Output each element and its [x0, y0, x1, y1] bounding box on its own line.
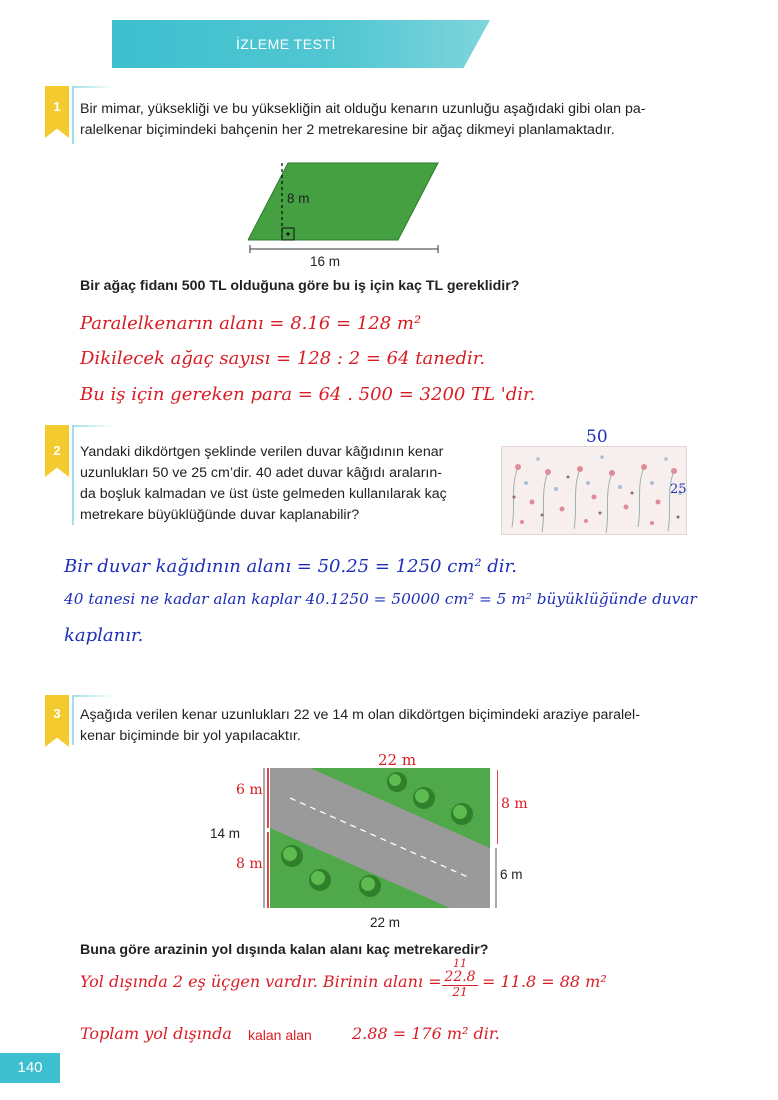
question-2-line-3: da boşluk kalmadan ve üst üste gelmeden kullanılarak kaç	[80, 486, 447, 502]
answer-3-line-2-typed: kalan alan	[248, 1027, 312, 1043]
field-height-label: 14 m	[210, 826, 241, 841]
answer-3-line-2-start: Toplam yol dışında	[80, 1024, 232, 1043]
page-title: İZLEME TESTİ	[236, 36, 336, 52]
road-offset-label: 6 m	[500, 867, 523, 882]
question-1-prompt: Bir ağaç fidanı 500 TL olduğuna göre bu iş için kaç TL gereklidir?	[80, 278, 520, 294]
question-2-number: 2	[53, 443, 61, 458]
answer-3-line-1-start: Yol dışında 2 eş üçgen vardır. Birinin alanı =	[80, 972, 442, 991]
note-left-bottom: 8 m	[236, 856, 263, 872]
question-1-text	[80, 99, 645, 141]
answer-3-line-1	[80, 972, 441, 991]
note-left-top: 6 m	[236, 782, 263, 798]
wallpaper-image	[501, 446, 687, 535]
question-1-number: 1	[53, 99, 61, 114]
question-3-line-2: kenar biçiminde bir yol yapılacaktır.	[80, 728, 301, 744]
answer-1-line-1: Paralelkenarın alanı = 8.16 = 128 m²	[80, 313, 422, 334]
question-3-sideline	[72, 695, 74, 745]
question-3-prompt: Buna göre arazinin yol dışında kalan alanı kaç metrekaredir?	[80, 942, 489, 958]
parallelogram-figure	[248, 158, 440, 254]
page-number: 140	[0, 1053, 60, 1083]
answer-3-line-2-end: 2.88 = 176 m² dir.	[352, 1024, 500, 1043]
wallpaper-width-note: 50	[586, 427, 608, 447]
answer-1-line-3: Bu iş için gereken para = 64 . 500 = 3200 TL 'dir.	[80, 384, 536, 405]
question-1-topline	[72, 86, 114, 88]
fraction-cancel-note: 11	[453, 957, 467, 970]
question-1-line-1: Bir mimar, yüksekliği ve bu yüksekliğin ait olduğu kenarın uzunluğu aşağıdaki gibi olan pa-	[80, 101, 646, 117]
answer-2-line-3: kaplanır.	[64, 625, 144, 646]
question-2-sideline	[72, 425, 74, 525]
question-3-line-1: Aşağıda verilen kenar uzunlukları 22 ve 14 m olan dikdörtgen biçimindeki araziye paralel-	[80, 707, 640, 723]
question-2-line-4: metrekare büyüklüğünde duvar kaplanabilir?	[80, 507, 360, 523]
answer-3-line-1-end: = 11.8 = 88 m²	[482, 972, 607, 991]
note-top-width: 22 m	[378, 751, 417, 769]
question-3-number: 3	[53, 706, 61, 721]
question-1-line-2: ralelkenar biçimindeki bahçenin her 2 metrekaresine bir ağaç dikmeyi planlamaktadır.	[80, 122, 615, 138]
question-3-badge	[45, 695, 69, 747]
answer-2-line-1: Bir duvar kağıdının alanı = 50.25 = 1250 cm² dir.	[64, 556, 517, 577]
note-right-top: 8 m	[501, 796, 528, 812]
question-2-text	[80, 442, 447, 526]
question-2-topline	[72, 425, 114, 427]
question-1-sideline	[72, 86, 74, 144]
wallpaper-height-note: 25	[670, 482, 687, 497]
answer-1-line-2: Dikilecek ağaç sayısı = 128 : 2 = 64 tanedir.	[80, 348, 486, 369]
field-road-figure	[262, 762, 498, 910]
field-width-label: 22 m	[370, 915, 401, 930]
question-3-topline	[72, 695, 114, 697]
parallelogram-shape	[248, 163, 438, 240]
question-3-text	[80, 705, 640, 747]
question-2-line-1: Yandaki dikdörtgen şeklinde verilen duvar kâğıdının kenar	[80, 444, 444, 460]
answer-3-fraction	[442, 958, 478, 999]
base-label: 16 m	[310, 254, 341, 269]
fraction-numerator: 22.8	[442, 970, 478, 986]
fraction-denominator: 21	[452, 985, 468, 999]
question-2-line-2: uzunlukları 50 ve 25 cm’dir. 40 adet duvar kâğıdı araların-	[80, 465, 442, 481]
floral-pattern	[502, 447, 687, 535]
answer-2-line-2: 40 tanesi ne kadar alan kaplar 40.1250 = 50000 cm² = 5 m² büyüklüğünde duvar	[64, 590, 697, 608]
right-angle-dot	[286, 232, 289, 235]
height-label: 8 m	[287, 191, 310, 206]
